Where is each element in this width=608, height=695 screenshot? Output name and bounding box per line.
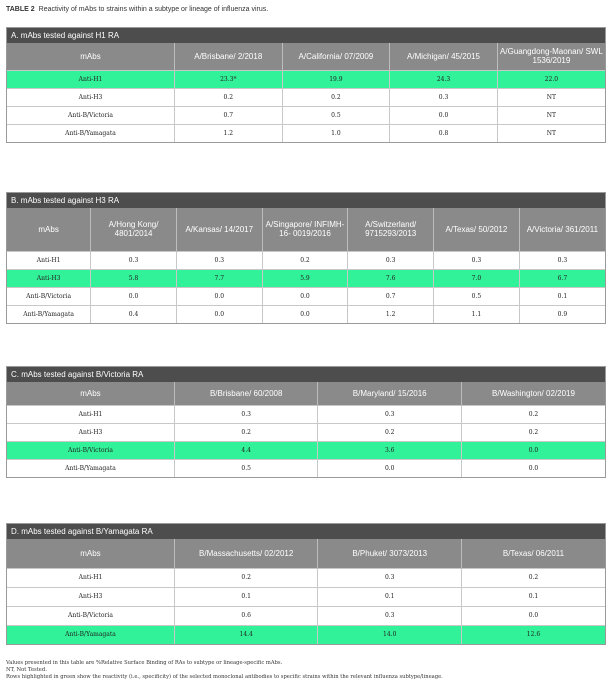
table-row [7, 287, 605, 305]
table-row [7, 405, 605, 423]
value-cell: NT [497, 106, 605, 124]
value-cell: 0.1 [461, 587, 605, 606]
strain-column-header: B/Brisbane/ 60/2008 [174, 382, 318, 405]
value-cell: 24.3 [390, 70, 498, 88]
mab-name-cell: Anti-H1 [7, 251, 91, 269]
table-row [7, 606, 605, 625]
table-row [7, 423, 605, 441]
footnote: NT, Not Tested. [6, 667, 47, 673]
value-cell: 0.2 [174, 568, 318, 587]
value-cell: 0.7 [174, 106, 282, 124]
strain-column-header: A/Kansas/ 14/2017 [176, 208, 262, 251]
value-cell: 0.5 [434, 287, 520, 305]
table-row-highlighted [7, 70, 605, 88]
value-cell: 0.0 [318, 459, 462, 477]
value-cell: 0.2 [174, 88, 282, 106]
value-cell: 0.0 [262, 287, 348, 305]
value-cell: 0.3 [519, 251, 605, 269]
mabs-column-header: mAbs [7, 539, 174, 568]
table-footnotes [6, 660, 443, 681]
mab-name-cell: Anti-B/Yamagata [7, 625, 174, 644]
strain-column-header: A/Hong Kong/ 4801/2014 [91, 208, 177, 251]
value-cell: 7.6 [348, 269, 434, 287]
table-row [7, 305, 605, 323]
strain-column-header: A/California/ 07/2009 [282, 43, 390, 70]
data-table [7, 382, 605, 477]
table-row-highlighted [7, 441, 605, 459]
mab-name-cell: Anti-B/Victoria [7, 106, 174, 124]
value-cell: 0.1 [519, 287, 605, 305]
strain-column-header: B/Texas/ 06/2011 [461, 539, 605, 568]
mab-name-cell: Anti-H1 [7, 405, 174, 423]
mab-name-cell: Anti-B/Yamagata [7, 305, 91, 323]
table-row [7, 251, 605, 269]
table-row-highlighted [7, 269, 605, 287]
mab-name-cell: Anti-H1 [7, 568, 174, 587]
data-table [7, 539, 605, 644]
table-a-h1 [6, 27, 606, 143]
mab-name-cell: Anti-B/Yamagata [7, 459, 174, 477]
value-cell: 0.1 [174, 587, 318, 606]
value-cell: 0.2 [461, 405, 605, 423]
value-cell: 14.4 [174, 625, 318, 644]
strain-column-header: A/Singapore/ INFIMH-16- 0019/2016 [262, 208, 348, 251]
value-cell: 23.3* [174, 70, 282, 88]
header-row [7, 382, 605, 405]
value-cell: 0.7 [348, 287, 434, 305]
value-cell: 0.3 [176, 251, 262, 269]
table-row [7, 88, 605, 106]
header-row [7, 539, 605, 568]
table-row [7, 106, 605, 124]
table-caption [6, 6, 268, 13]
value-cell: 1.0 [282, 124, 390, 142]
table-title: A. mAbs tested against H1 RA [7, 28, 605, 43]
strain-column-header: B/Washington/ 02/2019 [461, 382, 605, 405]
strain-column-header: B/Phuket/ 3073/2013 [318, 539, 462, 568]
data-table [7, 208, 605, 323]
value-cell: 0.2 [282, 88, 390, 106]
value-cell: 5.8 [91, 269, 177, 287]
mabs-column-header: mAbs [7, 382, 174, 405]
value-cell: 0.0 [461, 606, 605, 625]
mab-name-cell: Anti-H1 [7, 70, 174, 88]
value-cell: 0.0 [461, 459, 605, 477]
value-cell: 0.5 [282, 106, 390, 124]
value-cell: 4.4 [174, 441, 318, 459]
value-cell: NT [497, 88, 605, 106]
value-cell: 0.3 [91, 251, 177, 269]
value-cell: 0.3 [390, 88, 498, 106]
value-cell: 0.2 [262, 251, 348, 269]
table-title: C. mAbs tested against B/Victoria RA [7, 367, 605, 382]
mab-name-cell: Anti-B/Victoria [7, 287, 91, 305]
mab-name-cell: Anti-B/Yamagata [7, 124, 174, 142]
mabs-column-header: mAbs [7, 43, 174, 70]
value-cell: 19.9 [282, 70, 390, 88]
value-cell: 0.2 [174, 423, 318, 441]
strain-column-header: A/Brisbane/ 2/2018 [174, 43, 282, 70]
value-cell: 1.2 [348, 305, 434, 323]
table-b-h3 [6, 192, 606, 324]
value-cell: 0.0 [461, 441, 605, 459]
table-c-b-victoria [6, 366, 606, 478]
mab-name-cell: Anti-B/Victoria [7, 441, 174, 459]
table-title: B. mAbs tested against H3 RA [7, 193, 605, 208]
value-cell: 0.4 [91, 305, 177, 323]
value-cell: 0.3 [174, 405, 318, 423]
value-cell: 0.2 [318, 423, 462, 441]
value-cell: 0.1 [318, 587, 462, 606]
mab-name-cell: Anti-B/Victoria [7, 606, 174, 625]
value-cell: 0.2 [461, 423, 605, 441]
header-row [7, 43, 605, 70]
caption-label: TABLE 2 [6, 6, 35, 13]
strain-column-header: A/Switzerland/ 9715293/2013 [348, 208, 434, 251]
footnote: Values presented in this table are %Relative Surface Binding of RAs to subtype or lineage-specific mAbs. [6, 660, 283, 666]
value-cell: 0.5 [174, 459, 318, 477]
table-row [7, 124, 605, 142]
value-cell: 0.0 [176, 287, 262, 305]
table-d-b-yamagata [6, 523, 606, 645]
value-cell: 1.1 [434, 305, 520, 323]
value-cell: 0.0 [262, 305, 348, 323]
mab-name-cell: Anti-H3 [7, 269, 91, 287]
value-cell: 22.0 [497, 70, 605, 88]
value-cell: 12.6 [461, 625, 605, 644]
value-cell: 0.8 [390, 124, 498, 142]
header-row [7, 208, 605, 251]
value-cell: 0.3 [348, 251, 434, 269]
table-title: D. mAbs tested against B/Yamagata RA [7, 524, 605, 539]
mab-name-cell: Anti-H3 [7, 423, 174, 441]
value-cell: 0.9 [519, 305, 605, 323]
mabs-column-header: mAbs [7, 208, 91, 251]
table-row [7, 587, 605, 606]
value-cell: 0.3 [318, 568, 462, 587]
caption-text: Reactivity of mAbs to strains within a subtype or lineage of influenza virus. [38, 6, 269, 13]
value-cell: 6.7 [519, 269, 605, 287]
value-cell: 0.6 [174, 606, 318, 625]
strain-column-header: B/Maryland/ 15/2016 [318, 382, 462, 405]
mab-name-cell: Anti-H3 [7, 587, 174, 606]
footnote: Rows highlighted in green show the reactivity (i.e., specificity) of the selected monoclonal antibodies to specific strains within the relevant influenza subtype/lineage. [6, 674, 443, 680]
value-cell: 0.3 [434, 251, 520, 269]
value-cell: 0.3 [318, 606, 462, 625]
strain-column-header: A/Guangdong-Maonan/ SWL 1536/2019 [497, 43, 605, 70]
strain-column-header: A/Michigan/ 45/2015 [390, 43, 498, 70]
value-cell: 0.2 [461, 568, 605, 587]
strain-column-header: A/Victoria/ 361/2011 [519, 208, 605, 251]
value-cell: 1.2 [174, 124, 282, 142]
table-row [7, 568, 605, 587]
value-cell: 3.6 [318, 441, 462, 459]
value-cell: 7.7 [176, 269, 262, 287]
strain-column-header: B/Massachusetts/ 02/2012 [174, 539, 318, 568]
value-cell: 0.3 [318, 405, 462, 423]
value-cell: NT [497, 124, 605, 142]
value-cell: 0.0 [91, 287, 177, 305]
value-cell: 14.0 [318, 625, 462, 644]
table-row [7, 459, 605, 477]
strain-column-header: A/Texas/ 50/2012 [434, 208, 520, 251]
value-cell: 0.0 [390, 106, 498, 124]
data-table [7, 43, 605, 142]
value-cell: 0.0 [176, 305, 262, 323]
value-cell: 5.9 [262, 269, 348, 287]
mab-name-cell: Anti-H3 [7, 88, 174, 106]
table-row-highlighted [7, 625, 605, 644]
value-cell: 7.0 [434, 269, 520, 287]
